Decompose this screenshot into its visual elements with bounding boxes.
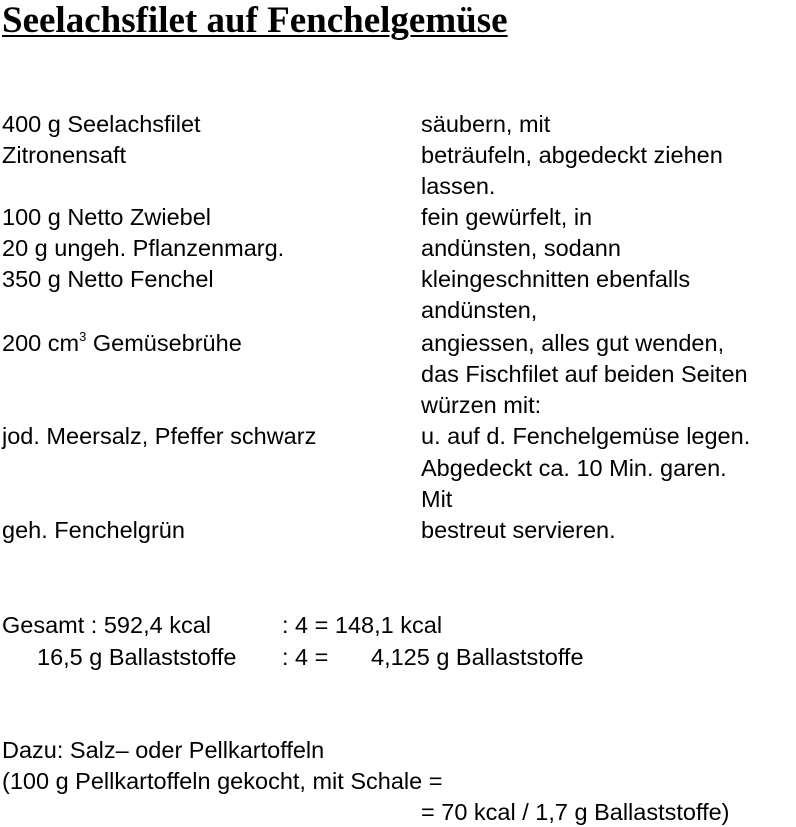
side-dish-line-3: = 70 kcal / 1,7 g Ballaststoffe) [421,799,730,825]
step-6: kleingeschnitten ebenfalls [421,266,691,292]
step-8: angiessen, alles gut wenden, [421,330,725,356]
nutrition-total: Gesamt : 592,4 kcal [2,612,211,638]
step-1: säubern, mit [421,111,551,137]
ingredient-11: jod. Meersalz, Pfeffer schwarz [2,423,317,449]
nutrition-fiber: 16,5 g Ballaststoffe [37,644,237,670]
step-5: andünsten, sodann [421,235,621,261]
ingredient-1: 400 g Seelachsfilet [2,111,201,137]
step-9: das Fischfilet auf beiden Seiten [421,361,748,387]
step-12: Abgedeckt ca. 10 Min. garen. [421,455,727,481]
ingredient-8-amount: 200 cm [2,330,80,356]
ingredient-8 [2,329,242,357]
ingredient-5: 20 g ungeh. Pflanzenmarg. [2,235,285,261]
ingredient-4: 100 g Netto Zwiebel [2,204,212,230]
nutrition-total-per-portion: : 4 = 148,1 kcal [282,612,443,638]
recipe-title: Seelachsfilet auf Fenchelgemüse [2,0,508,41]
ingredient-6: 350 g Netto Fenchel [2,266,214,292]
ingredient-8-superscript: 3 [79,329,87,345]
step-3: lassen. [421,173,496,199]
step-13: Mit [421,486,453,512]
ingredient-14: geh. Fenchelgrün [2,517,185,543]
step-7: andünsten, [421,297,538,323]
step-11: u. auf d. Fenchelgemüse legen. [421,423,751,449]
nutrition-fiber-per-portion: 4,125 g Ballaststoffe [371,644,584,670]
ingredient-2: Zitronensaft [2,142,127,168]
ingredient-8-name: Gemüsebrühe [86,330,242,356]
side-dish-line-2: (100 g Pellkartoffeln gekocht, mit Schale = [2,768,443,794]
step-10: würzen mit: [421,392,542,418]
side-dish-line-1: Dazu: Salz– oder Pellkartoffeln [2,737,325,763]
nutrition-fiber-divisor: : 4 = [282,644,329,670]
step-2: beträufeln, abgedeckt ziehen [421,142,723,168]
step-4: fein gewürfelt, in [421,204,593,230]
step-14: bestreut servieren. [421,517,616,543]
